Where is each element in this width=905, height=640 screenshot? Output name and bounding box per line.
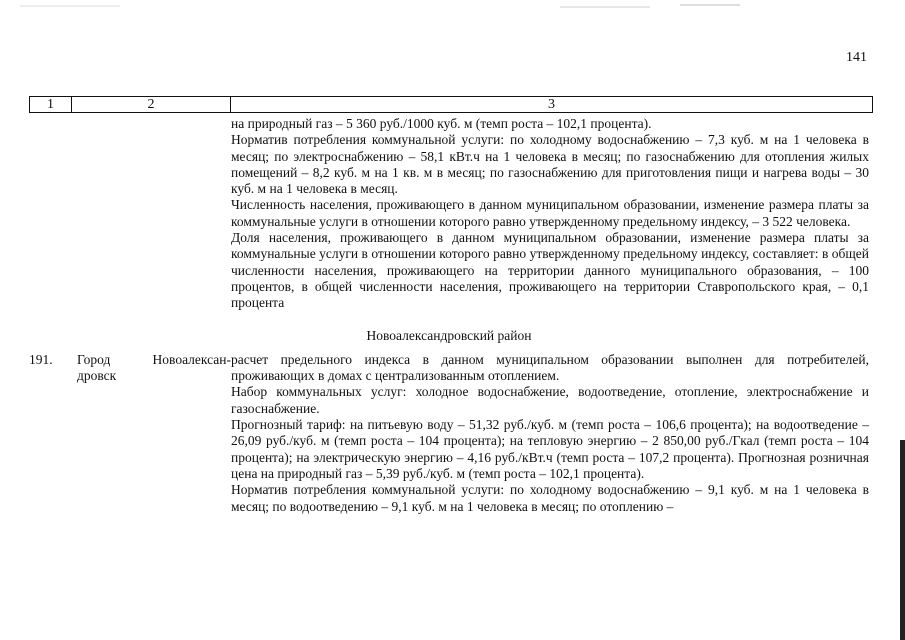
table-header-row [29, 96, 873, 113]
header-col-2: 2 [71, 97, 230, 112]
row-number: 191. [29, 351, 53, 367]
row-paragraph-1: расчет предельного индекса в данном муниципальном образовании выполнен для потребителей, проживающих в домах с централизованным отоплением. [231, 351, 869, 384]
scan-edge-marks [0, 0, 905, 14]
municipality-name-part-1: Город [77, 351, 111, 367]
header-col-3: 3 [230, 97, 872, 112]
document-body [29, 116, 873, 515]
municipality-name-part-3: дровск [77, 368, 117, 384]
row-content [231, 352, 869, 515]
scan-right-edge [900, 440, 905, 640]
continuation-paragraph-2: Норматив потребления коммунальной услуги: по холодному водоснабжению – 7,3 куб. м на 1 человека в месяц; по электроснабжению – 58,1 кВт.ч на 1 человека в месяц; по газоснабжению для отопления жилых помещений – 8,2 куб. м на 1 кв. м в месяц; по газоснабжению для приготовления пищи и нагрева воды – 30 куб. м на 1 человека в месяц. [231, 132, 869, 197]
header-col-1: 1 [47, 97, 54, 112]
row-paragraph-3: Прогнозный тариф: на питьевую воду – 51,32 руб./куб. м (темп роста – 106,6 процента); на водоотведение – 26,09 руб./куб. м (темп роста – 104 процента); на тепловую энергию – 2 850,00 руб./Гкал (темп роста – 104 процента); на электрическую энергию – 4,16 руб./кВт.ч (темп роста – 107,2 процента). Прогнозная розничная цена на природный газ – 5,39 руб./куб. м (темп роста – 102,1 процента). [231, 417, 869, 481]
table-row-191 [29, 352, 873, 515]
continuation-block [231, 116, 869, 312]
municipality-name [77, 352, 231, 515]
continuation-paragraph-3: Численность населения, проживающего в данном муниципальном образовании, изменение размера платы за коммунальные услуги в отношении которого равно утвержденному предельному индексу, – 3 522 человека. [231, 197, 869, 229]
municipality-name-part-2: Новоалексан- [152, 351, 231, 367]
row-paragraph-4: Норматив потребления коммунальной услуги: по холодному водоснабжению – 9,1 куб. м на 1 человека в месяц; по водоотведению – 9,1 куб. м на 1 человека в месяц; по отоплению – [231, 482, 869, 514]
continuation-paragraph-1: на природный газ – 5 360 руб./1000 куб. м (темп роста – 102,1 процента). [231, 116, 652, 131]
continuation-paragraph-4: Доля населения, проживающего в данном муниципальном образовании, изменение размера платы за коммунальные услуги в отношении которого равно утвержденному предельному индексу, составляет: в общей численности населения, проживающего на территории данного муниципального образования, – 100 процентов, в общей численности населения, проживающего на территории Ставропольского края, – 0,1 процента [231, 230, 869, 311]
page-number: 141 [846, 50, 867, 65]
section-title: Новоалександровский район [366, 327, 532, 343]
row-paragraph-2: Набор коммунальных услуг: холодное водоснабжение, водоотведение, отопление, электроснабжение и газоснабжение. [231, 384, 869, 416]
